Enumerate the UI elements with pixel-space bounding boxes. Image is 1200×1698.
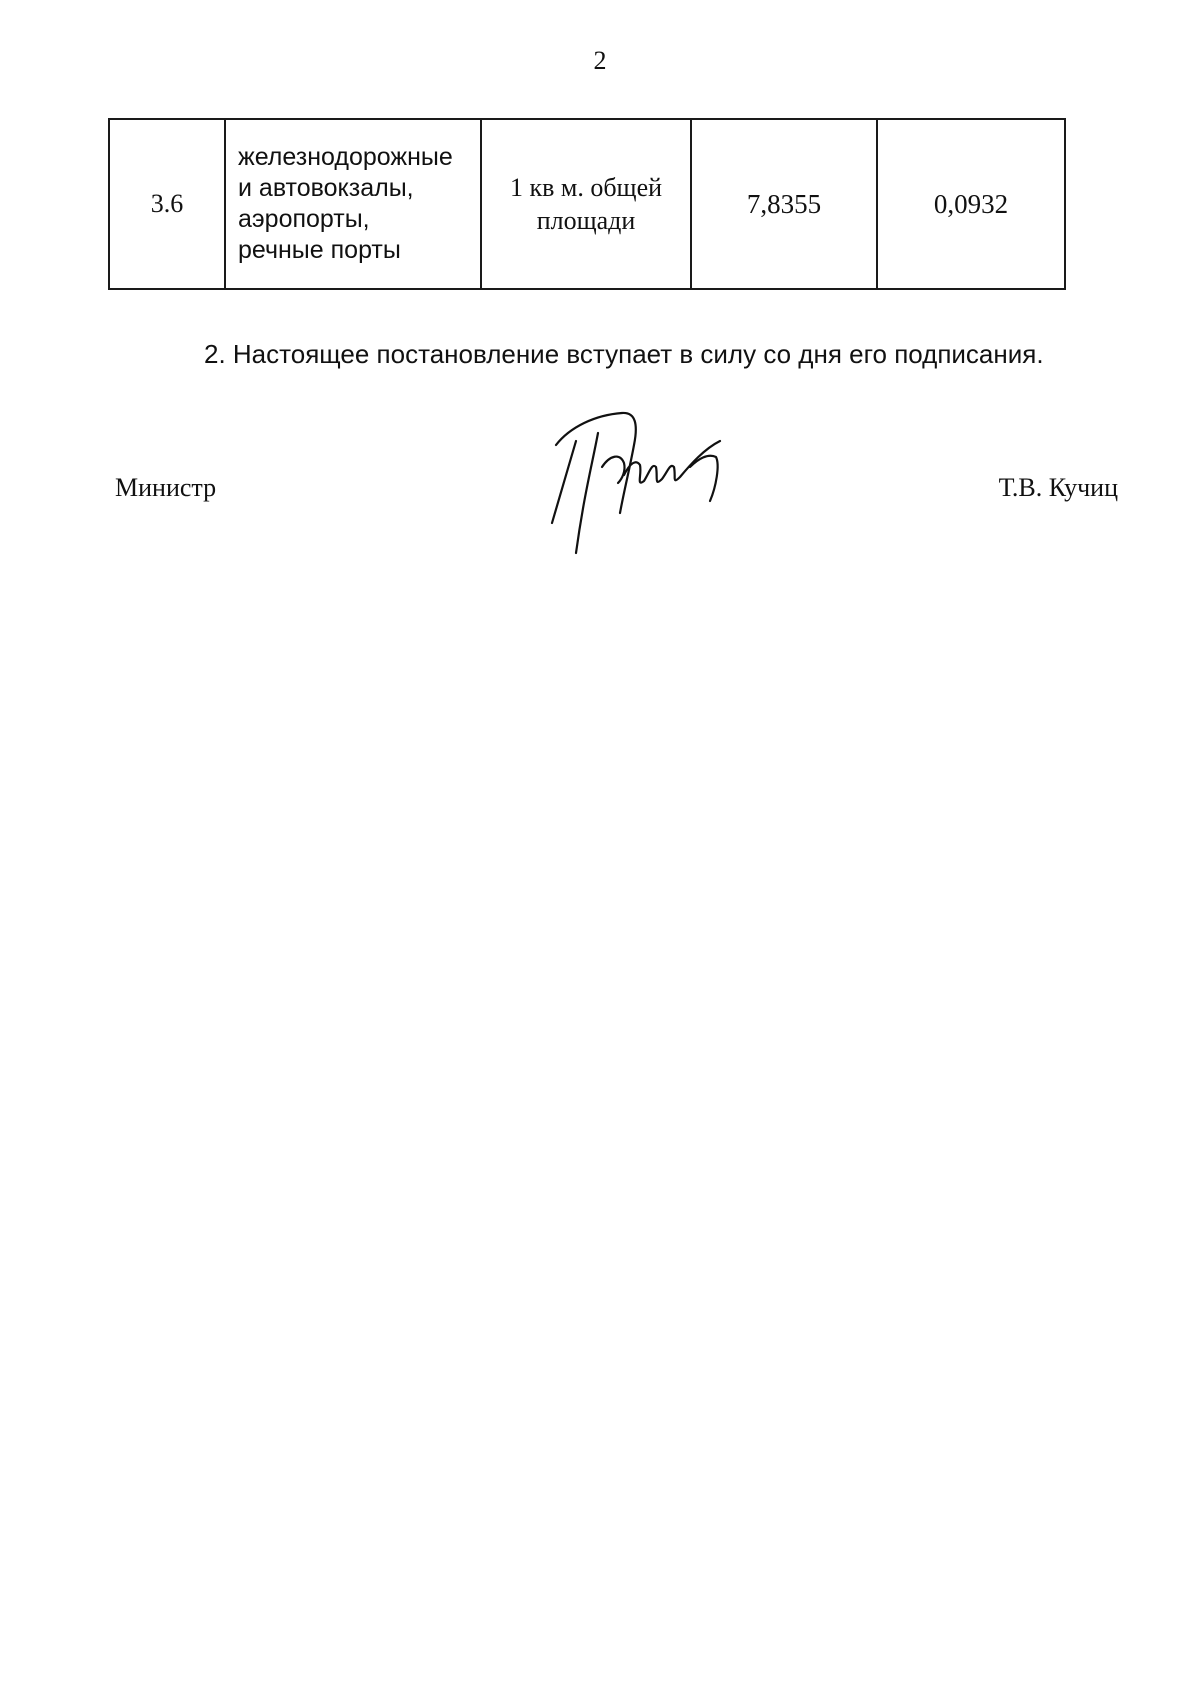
signer-role: Министр [115,473,217,502]
value-1-cell: 7,8355 [691,119,877,289]
signer-name: Т.В. Кучиц [998,473,1118,502]
handwritten-signature [540,405,790,580]
page-number: 2 [593,46,607,75]
unit-line: площади [536,206,636,235]
table-row [109,119,1065,289]
object-type-line: аэропорты, [238,205,370,233]
row-number-cell: 3.6 [109,119,225,289]
object-type-line: и автовокзалы, [238,174,414,202]
tariff-table [108,118,1066,290]
value-2-cell: 0,0932 [877,119,1065,289]
effective-date-paragraph: 2. Настоящее постановление вступает в силу со дня его подписания. [204,339,1044,369]
unit-line: 1 кв м. общей [509,173,663,202]
object-type-line: железнодорожные [238,143,453,171]
object-type-cell [225,119,481,289]
object-type-line: речные порты [238,236,401,264]
unit-cell [481,119,691,289]
